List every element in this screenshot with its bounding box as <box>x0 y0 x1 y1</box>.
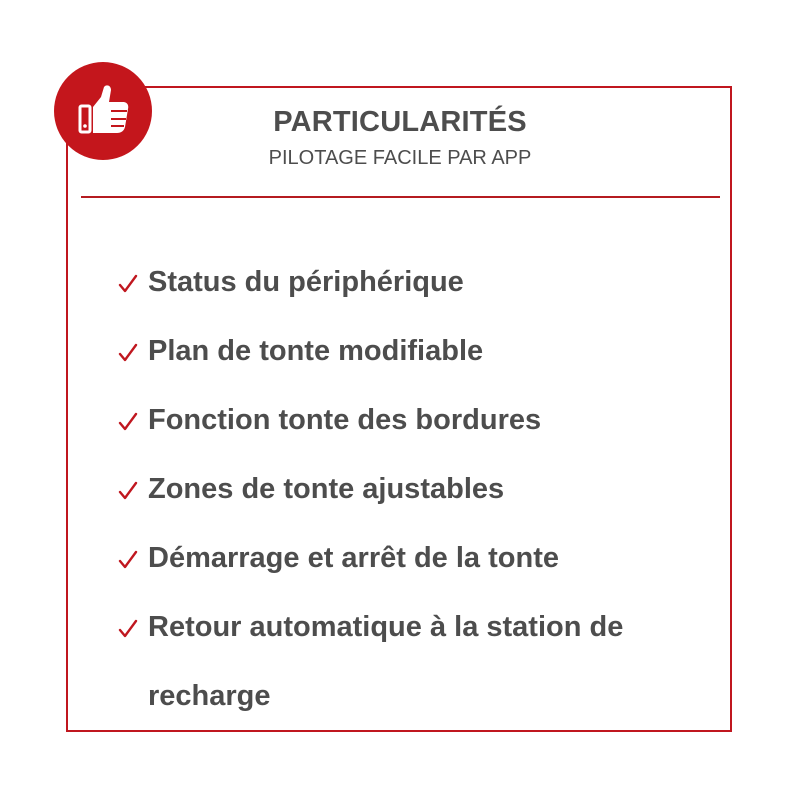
feature-label: Retour automatique à la station de recharge <box>148 611 624 712</box>
thumbs-up-badge <box>54 62 152 160</box>
checkmark-icon <box>118 550 138 570</box>
feature-item <box>118 248 698 317</box>
feature-label: Status du périphérique <box>148 266 464 298</box>
checkmark-icon <box>118 274 138 294</box>
checkmark-icon <box>118 481 138 501</box>
header-divider <box>81 196 720 198</box>
checkmark-icon <box>118 412 138 432</box>
feature-label: Démarrage et arrêt de la tonte <box>148 542 559 574</box>
feature-list <box>118 248 698 731</box>
feature-item <box>118 524 698 593</box>
card-title: PARTICULARITÉS <box>273 106 527 138</box>
feature-item <box>118 386 698 455</box>
feature-item <box>118 593 698 731</box>
checkmark-icon <box>118 619 138 639</box>
feature-label: Fonction tonte des bordures <box>148 404 542 436</box>
feature-item <box>118 455 698 524</box>
checkmark-icon <box>118 343 138 363</box>
feature-label: Zones de tonte ajustables <box>148 473 505 505</box>
card-subtitle: PILOTAGE FACILE PAR APP <box>268 147 532 169</box>
feature-item <box>118 317 698 386</box>
thumbs-up-icon <box>73 81 133 141</box>
feature-label: Plan de tonte modifiable <box>148 335 484 367</box>
